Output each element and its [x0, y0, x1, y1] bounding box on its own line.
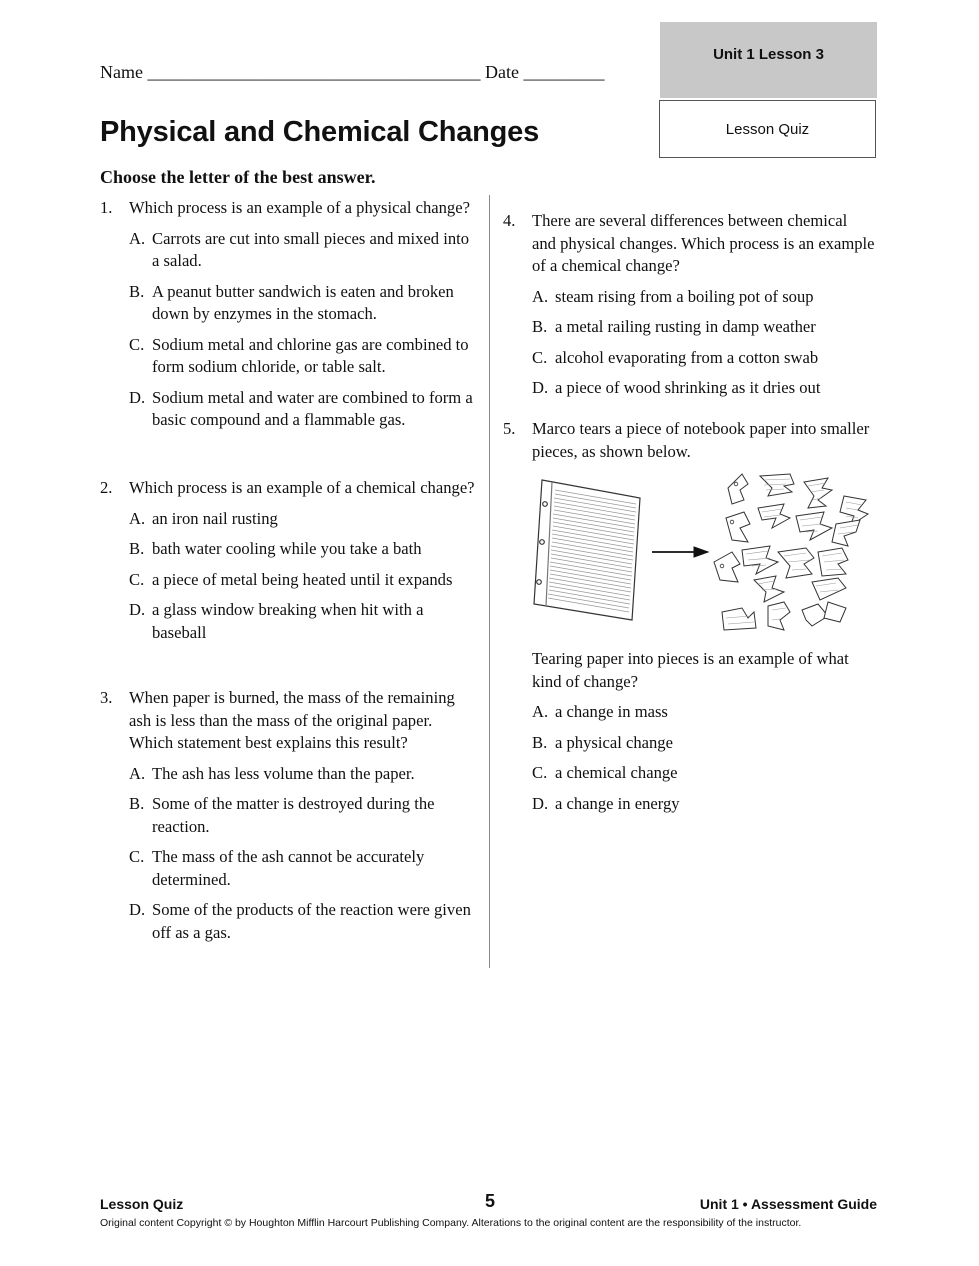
- option-text: a metal railing rusting in damp weather: [555, 317, 816, 336]
- torn-pieces: [714, 474, 868, 630]
- option-letter: D.: [129, 387, 146, 407]
- question-number: 4.: [503, 211, 516, 230]
- option-letter: C.: [129, 334, 145, 354]
- option-text: Carrots are cut into small pieces and mixed into a salad.: [152, 228, 470, 270]
- footer-lesson-quiz: Lesson Quiz: [100, 1196, 184, 1212]
- lesson-quiz-box: [659, 100, 876, 158]
- option-letter: C.: [129, 569, 145, 589]
- option-letter: B.: [532, 317, 548, 336]
- answer-option-d[interactable]: [129, 387, 478, 432]
- question-text: Marco tears a piece of notebook paper into smaller pieces, as shown below.: [532, 419, 870, 461]
- question-5: [503, 418, 875, 463]
- option-letter: A.: [129, 228, 146, 248]
- answer-option-d[interactable]: [532, 793, 875, 816]
- name-field[interactable]: _____________________________________: [147, 62, 481, 82]
- option-text: an iron nail rusting: [152, 508, 278, 528]
- option-text: a physical change: [555, 732, 673, 752]
- answer-option-b[interactable]: [532, 732, 875, 755]
- instructions: Choose the letter of the best answer.: [100, 167, 376, 187]
- option-letter: B.: [129, 794, 145, 813]
- answer-option-a[interactable]: [129, 763, 478, 786]
- answer-option-b[interactable]: [129, 793, 478, 838]
- unit-lesson-label: Unit 1 Lesson 3: [713, 46, 824, 63]
- copyright-notice: Original content Copyright © by Houghton Mifflin Harcourt Publishing Company. Alterations to the original content are the responsibility of the instructor.: [100, 1217, 802, 1229]
- answer-option-d[interactable]: [129, 899, 478, 944]
- option-letter: B.: [129, 539, 145, 558]
- date-label: Date: [484, 62, 519, 82]
- answer-option-c[interactable]: [129, 569, 478, 592]
- option-letter: A.: [532, 702, 549, 721]
- option-letter: A.: [532, 286, 549, 306]
- answer-option-b[interactable]: [532, 316, 875, 339]
- option-text: a change in energy: [555, 793, 680, 813]
- option-text: a piece of metal being heated until it expands: [152, 569, 453, 589]
- option-letter: A.: [129, 508, 146, 528]
- option-text: Sodium metal and water are combined to form a basic compound and a flammable gas.: [152, 387, 473, 429]
- option-text: The ash has less volume than the paper.: [152, 763, 415, 783]
- answer-option-b[interactable]: [129, 281, 478, 326]
- answer-option-c[interactable]: [532, 347, 875, 370]
- question-number: 5.: [503, 419, 516, 438]
- answer-option-a[interactable]: [129, 228, 478, 273]
- unit-lesson-box: [660, 22, 877, 98]
- answer-option-c[interactable]: [129, 846, 478, 891]
- question-2: [100, 477, 478, 644]
- answer-option-a[interactable]: [532, 701, 875, 724]
- option-text: A peanut butter sandwich is eaten and broken down by enzymes in the stomach.: [152, 281, 454, 323]
- question-5-followup: [532, 648, 875, 815]
- question-3: [100, 687, 478, 944]
- torn-paper-illustration: [528, 470, 873, 638]
- date-field[interactable]: _________: [523, 62, 605, 82]
- option-letter: D.: [532, 793, 549, 813]
- lesson-quiz-label: Lesson Quiz: [725, 120, 810, 138]
- answer-option-c[interactable]: [532, 762, 875, 785]
- footer-assessment-guide: Unit 1 • Assessment Guide: [699, 1196, 877, 1212]
- question-number: 2.: [100, 478, 113, 497]
- answer-option-b[interactable]: [129, 538, 478, 561]
- option-text: Some of the matter is destroyed during the reaction.: [152, 794, 435, 836]
- option-letter: D.: [129, 900, 146, 919]
- option-text: a piece of wood shrinking as it dries out: [555, 378, 821, 397]
- option-text: bath water cooling while you take a bath: [152, 539, 422, 558]
- option-text: The mass of the ash cannot be accurately determined.: [152, 847, 425, 889]
- column-divider: [489, 195, 490, 968]
- name-date-line: [100, 62, 604, 83]
- question-text: Which process is an example of a physical change?: [129, 198, 470, 217]
- question-text: Which process is an example of a chemical change?: [129, 478, 475, 497]
- option-letter: A.: [129, 763, 146, 783]
- name-label: Name: [100, 62, 143, 82]
- answer-option-d[interactable]: [129, 599, 478, 644]
- option-text: Sodium metal and chlorine gas are combined to form sodium chloride, or table salt.: [152, 334, 469, 376]
- option-text: alcohol evaporating from a cotton swab: [555, 347, 819, 367]
- page-title: Physical and Chemical Changes: [100, 116, 540, 148]
- option-letter: C.: [532, 347, 548, 367]
- arrow: [652, 547, 708, 557]
- option-text: a change in mass: [555, 702, 668, 721]
- question-number: 1.: [100, 198, 113, 217]
- question-text: When paper is burned, the mass of the remaining ash is less than the mass of the original paper. Which statement best explains this result?: [129, 688, 455, 752]
- option-letter: B.: [129, 281, 145, 301]
- question-1: [100, 197, 478, 432]
- option-letter: D.: [129, 600, 146, 619]
- option-letter: B.: [532, 732, 548, 752]
- answer-option-d[interactable]: [532, 377, 875, 400]
- option-text: steam rising from a boiling pot of soup: [555, 286, 814, 306]
- option-letter: C.: [532, 763, 548, 782]
- question-followup-text: Tearing paper into pieces is an example of what kind of change?: [532, 649, 849, 691]
- option-text: Some of the products of the reaction were given off as a gas.: [152, 900, 471, 942]
- option-text: a chemical change: [555, 763, 678, 782]
- question-4: [503, 210, 875, 400]
- question-number: 3.: [100, 688, 113, 707]
- answer-option-a[interactable]: [532, 286, 875, 309]
- question-text: There are several differences between chemical and physical changes. Which process is an example of a chemical change?: [532, 211, 875, 275]
- answer-option-c[interactable]: [129, 334, 478, 379]
- option-letter: C.: [129, 847, 145, 866]
- notebook-paper: [534, 480, 640, 620]
- page-number: 5: [484, 1191, 495, 1211]
- option-text: a glass window breaking when hit with a baseball: [152, 600, 424, 642]
- option-letter: D.: [532, 378, 549, 397]
- answer-option-a[interactable]: [129, 508, 478, 531]
